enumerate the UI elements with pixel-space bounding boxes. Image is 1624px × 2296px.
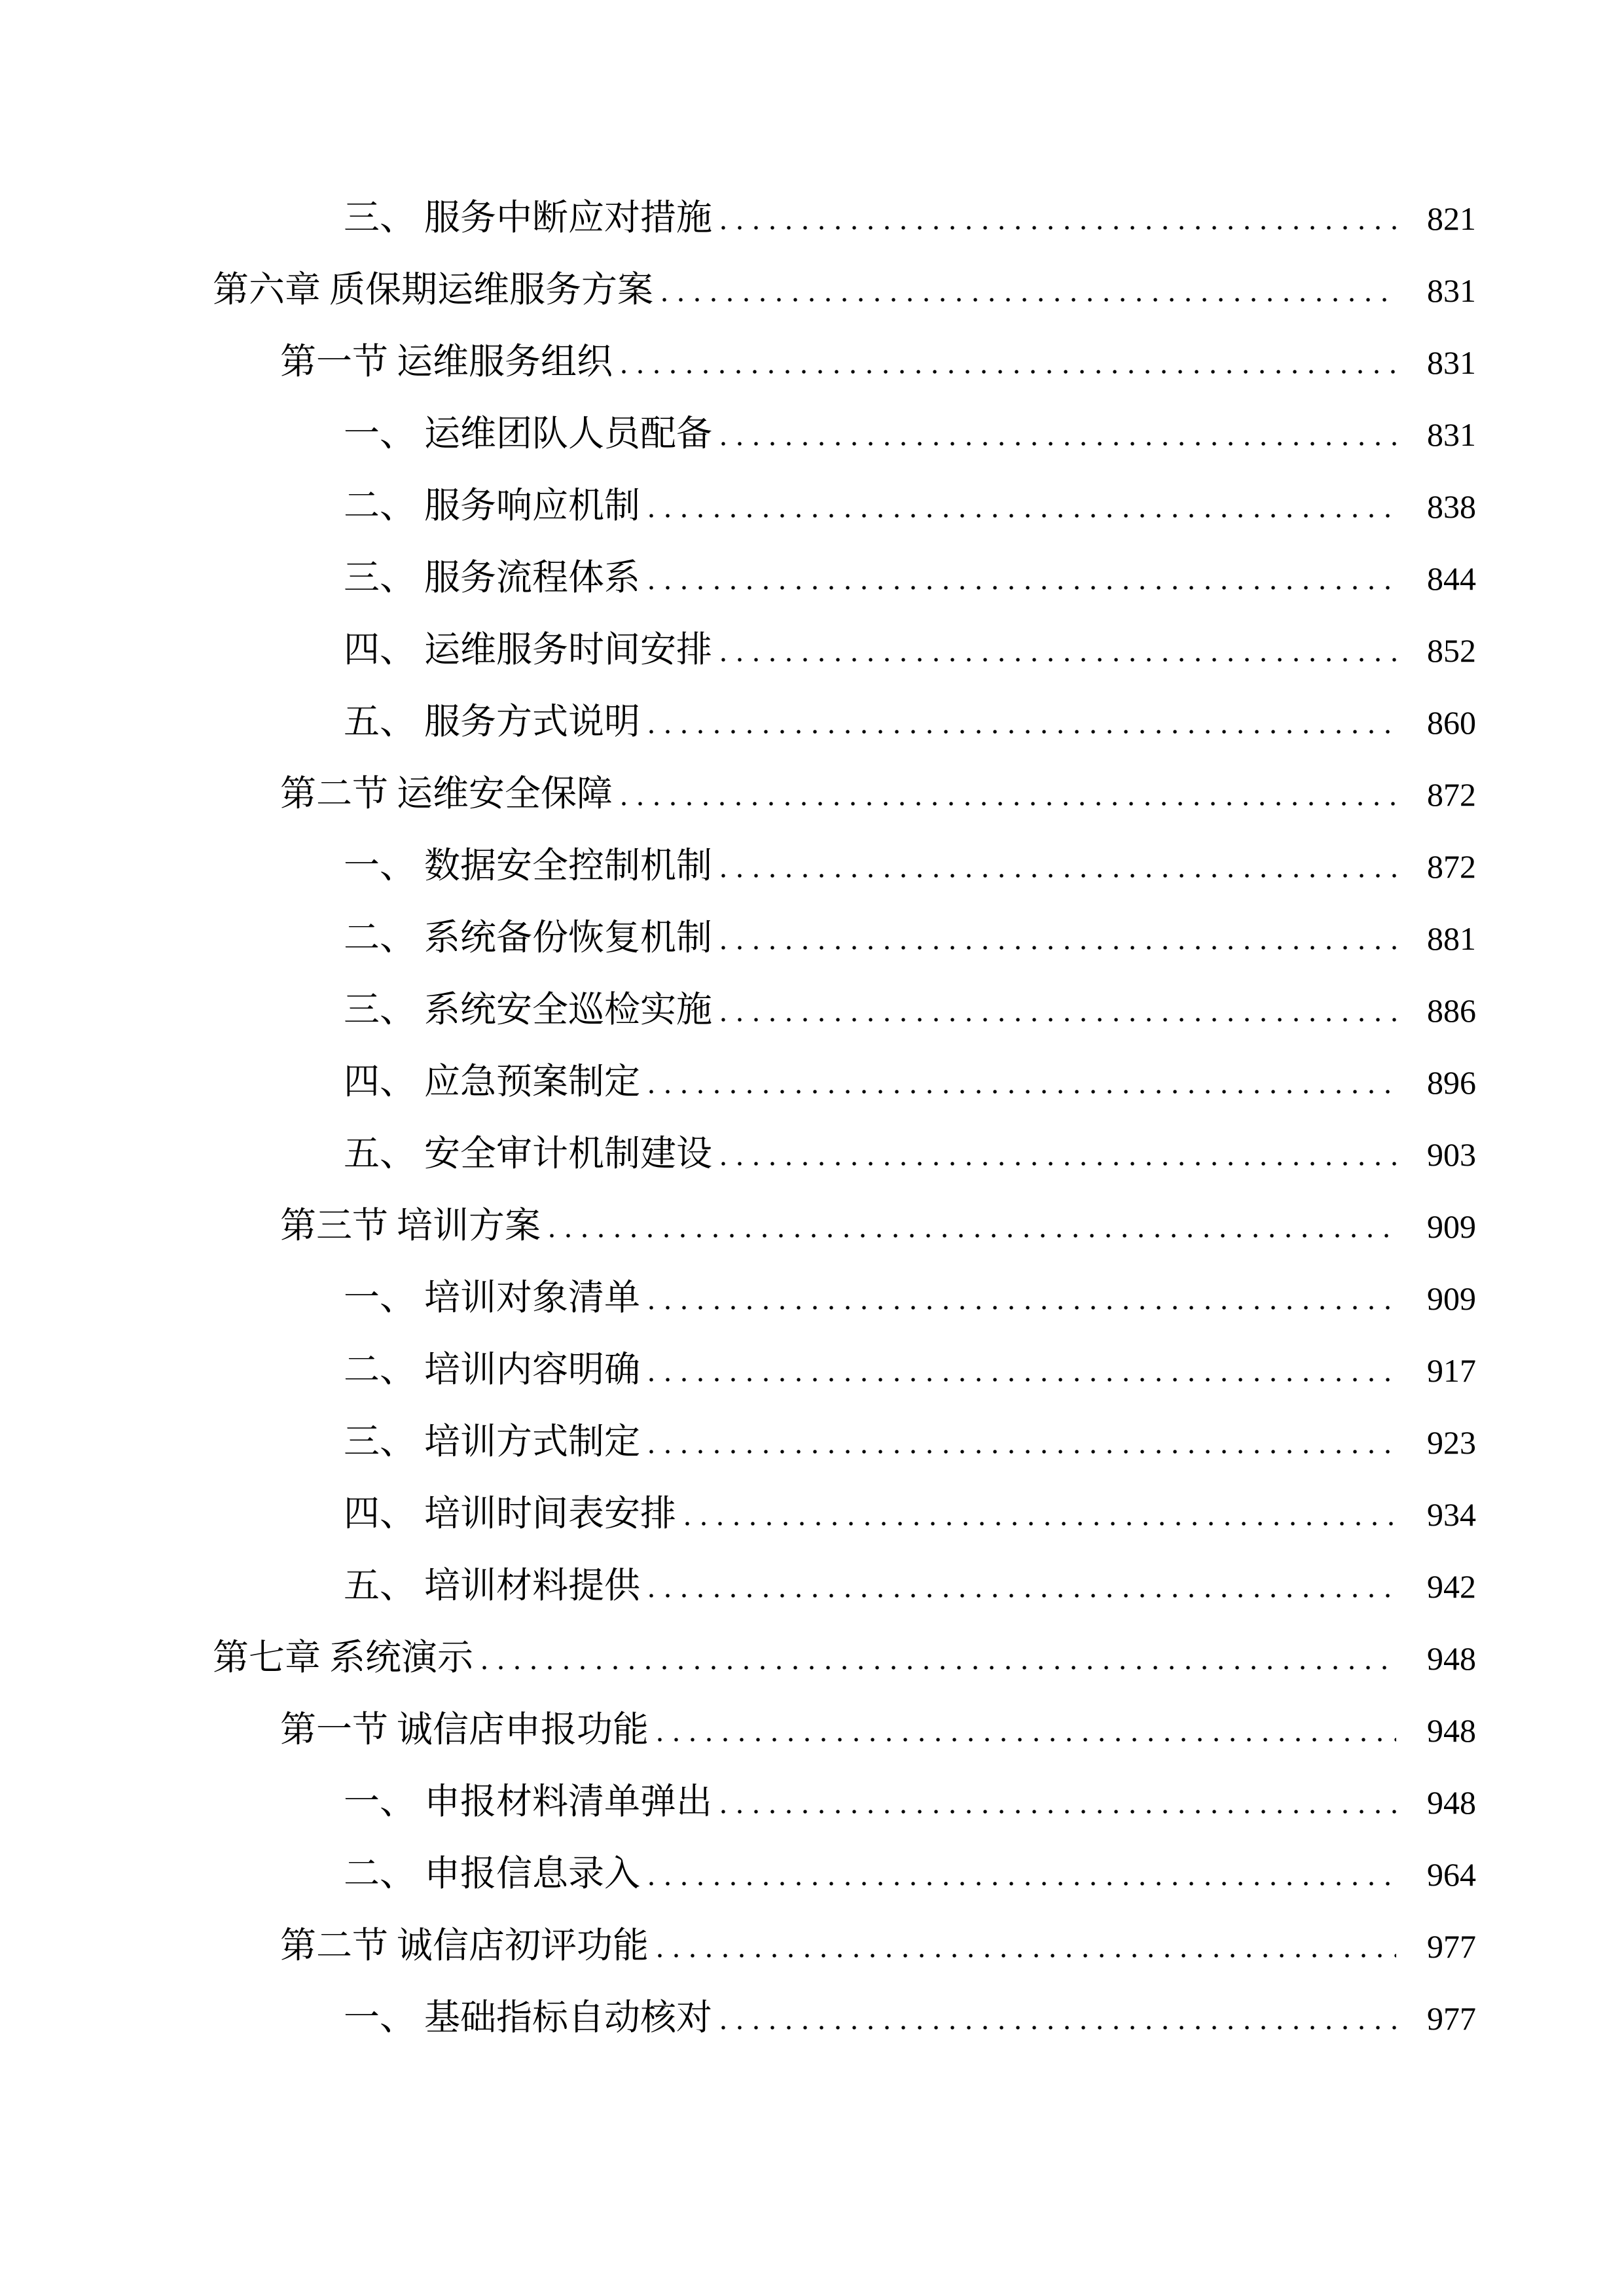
toc-entry-number: 一、 — [344, 1782, 416, 1821]
dot-leader — [649, 586, 1396, 590]
toc-entry-title: 申报信息录入 — [424, 1854, 641, 1893]
toc-row — [0, 1982, 1624, 2054]
dot-leader — [721, 658, 1396, 662]
toc-entry-title: 安全审计机制建设 — [424, 1134, 713, 1174]
toc-entry-title: 应急预案制定 — [424, 1062, 641, 1102]
dot-leader — [721, 442, 1396, 446]
dot-leader — [721, 1810, 1396, 1814]
toc-entry-title: 运维团队人员配备 — [424, 414, 713, 454]
toc-entry-number: 第三节 — [280, 1206, 389, 1246]
toc-entry-title: 服务流程体系 — [424, 558, 641, 598]
toc-row — [0, 902, 1624, 974]
toc-entry-title: 数据安全控制机制 — [424, 846, 713, 886]
toc-entry-title: 培训方式制定 — [424, 1422, 641, 1462]
toc-entry-page: 917 — [1427, 1352, 1476, 1389]
toc-row — [0, 1478, 1624, 1550]
toc-entry-page: 831 — [1427, 416, 1476, 453]
toc-row — [0, 254, 1624, 326]
toc-entry-number: 一、 — [344, 1278, 416, 1318]
toc-entry-number: 三、 — [344, 1422, 416, 1462]
toc-entry-number: 一、 — [344, 1998, 416, 2037]
dot-leader — [622, 802, 1396, 806]
toc-row — [0, 542, 1624, 614]
toc-entry-number: 二、 — [344, 486, 416, 526]
toc-row — [0, 1838, 1624, 1910]
dot-leader — [649, 730, 1396, 734]
toc-entry-number: 二、 — [344, 1350, 416, 1390]
toc-row — [0, 398, 1624, 470]
toc-entry-number: 三、 — [344, 198, 416, 238]
dot-leader — [685, 1522, 1396, 1526]
toc-row — [0, 614, 1624, 686]
toc-entry-page: 838 — [1427, 488, 1476, 525]
toc-entry-number: 三、 — [344, 990, 416, 1030]
toc-entry-title: 运维安全保障 — [397, 774, 613, 814]
toc-entry-page: 934 — [1427, 1496, 1476, 1533]
toc-entry-title: 质保期运维服务方案 — [329, 270, 654, 310]
toc-row — [0, 830, 1624, 902]
toc-entry-title: 培训时间表安排 — [424, 1494, 677, 1534]
toc-row — [0, 1262, 1624, 1334]
toc-entry-page: 977 — [1427, 1928, 1476, 1965]
dot-leader — [649, 1882, 1396, 1886]
toc-row — [0, 1694, 1624, 1766]
dot-leader — [721, 2026, 1396, 2030]
toc-row — [0, 1910, 1624, 1982]
toc-entry-number: 第一节 — [280, 342, 389, 382]
toc-entry-page: 948 — [1427, 1640, 1476, 1677]
toc-entry-page: 860 — [1427, 704, 1476, 741]
toc-entry-page: 923 — [1427, 1424, 1476, 1461]
toc-row — [0, 470, 1624, 542]
toc-entry-title: 培训材料提供 — [424, 1566, 641, 1605]
dot-leader — [649, 514, 1396, 518]
toc-row — [0, 1622, 1624, 1694]
toc-entry-number: 五、 — [344, 1566, 416, 1605]
toc-entry-title: 运维服务组织 — [397, 342, 613, 382]
toc-entry-number: 一、 — [344, 414, 416, 454]
toc-entry-title: 诚信店初评功能 — [397, 1926, 649, 1965]
toc-entry-number: 第二节 — [280, 1926, 389, 1965]
toc-row — [0, 182, 1624, 254]
toc-row — [0, 1334, 1624, 1406]
dot-leader — [622, 370, 1396, 374]
toc-entry-page: 896 — [1427, 1064, 1476, 1101]
toc-row — [0, 686, 1624, 758]
toc-entry-page: 977 — [1427, 2000, 1476, 2037]
toc-row — [0, 1190, 1624, 1262]
toc — [0, 182, 1624, 2054]
toc-row — [0, 758, 1624, 830]
toc-entry-page: 909 — [1427, 1280, 1476, 1317]
dot-leader — [721, 226, 1396, 230]
toc-entry-title: 培训对象清单 — [424, 1278, 641, 1318]
toc-entry-page: 852 — [1427, 632, 1476, 669]
toc-entry-title: 培训方案 — [397, 1206, 541, 1246]
dot-leader — [550, 1234, 1396, 1238]
toc-entry-page: 872 — [1427, 776, 1476, 813]
toc-entry-number: 第一节 — [280, 1710, 389, 1749]
dot-leader — [649, 1306, 1396, 1310]
toc-entry-page: 903 — [1427, 1136, 1476, 1173]
toc-entry-page: 872 — [1427, 848, 1476, 885]
toc-entry-title: 运维服务时间安排 — [424, 630, 713, 670]
dot-leader — [658, 1738, 1396, 1742]
toc-entry-number: 三、 — [344, 558, 416, 598]
toc-entry-page: 821 — [1427, 200, 1476, 237]
dot-leader — [721, 874, 1396, 878]
dot-leader — [721, 946, 1396, 950]
toc-entry-page: 881 — [1427, 920, 1476, 957]
toc-entry-page: 964 — [1427, 1856, 1476, 1893]
toc-entry-number: 第六章 — [213, 270, 321, 310]
toc-entry-number: 一、 — [344, 846, 416, 886]
toc-entry-page: 831 — [1427, 344, 1476, 381]
dot-leader — [658, 1954, 1396, 1958]
toc-row — [0, 1766, 1624, 1838]
toc-row — [0, 1046, 1624, 1118]
toc-entry-title: 培训内容明确 — [424, 1350, 641, 1390]
toc-entry-title: 系统备份恢复机制 — [424, 918, 713, 958]
toc-row — [0, 326, 1624, 398]
toc-row — [0, 1406, 1624, 1478]
toc-entry-number: 二、 — [344, 1854, 416, 1893]
dot-leader — [482, 1666, 1396, 1670]
dot-leader — [649, 1594, 1396, 1598]
toc-entry-number: 第七章 — [213, 1638, 321, 1677]
toc-entry-page: 942 — [1427, 1568, 1476, 1605]
toc-entry-page: 909 — [1427, 1208, 1476, 1245]
dot-leader — [721, 1162, 1396, 1166]
toc-entry-title: 系统演示 — [329, 1638, 474, 1677]
dot-leader — [721, 1018, 1396, 1022]
dot-leader — [649, 1450, 1396, 1454]
toc-entry-page: 831 — [1427, 272, 1476, 309]
toc-entry-title: 基础指标自动核对 — [424, 1998, 713, 2037]
toc-entry-title: 服务响应机制 — [424, 486, 641, 526]
toc-entry-title: 系统安全巡检实施 — [424, 990, 713, 1030]
toc-entry-number: 五、 — [344, 1134, 416, 1174]
toc-entry-page: 948 — [1427, 1784, 1476, 1821]
toc-entry-number: 四、 — [344, 1062, 416, 1102]
toc-entry-page: 844 — [1427, 560, 1476, 597]
toc-row — [0, 974, 1624, 1046]
dot-leader — [649, 1090, 1396, 1094]
toc-entry-number: 四、 — [344, 1494, 416, 1534]
toc-row — [0, 1118, 1624, 1190]
toc-entry-number: 四、 — [344, 630, 416, 670]
toc-row — [0, 1550, 1624, 1622]
toc-entry-page: 886 — [1427, 992, 1476, 1029]
toc-entry-number: 第二节 — [280, 774, 389, 814]
toc-entry-title: 服务方式说明 — [424, 702, 641, 742]
toc-entry-title: 申报材料清单弹出 — [424, 1782, 713, 1821]
dot-leader — [649, 1378, 1396, 1382]
toc-entry-number: 五、 — [344, 702, 416, 742]
dot-leader — [662, 298, 1396, 302]
toc-entry-title: 服务中断应对措施 — [424, 198, 713, 238]
toc-entry-number: 二、 — [344, 918, 416, 958]
toc-entry-title: 诚信店申报功能 — [397, 1710, 649, 1749]
toc-entry-page: 948 — [1427, 1712, 1476, 1749]
